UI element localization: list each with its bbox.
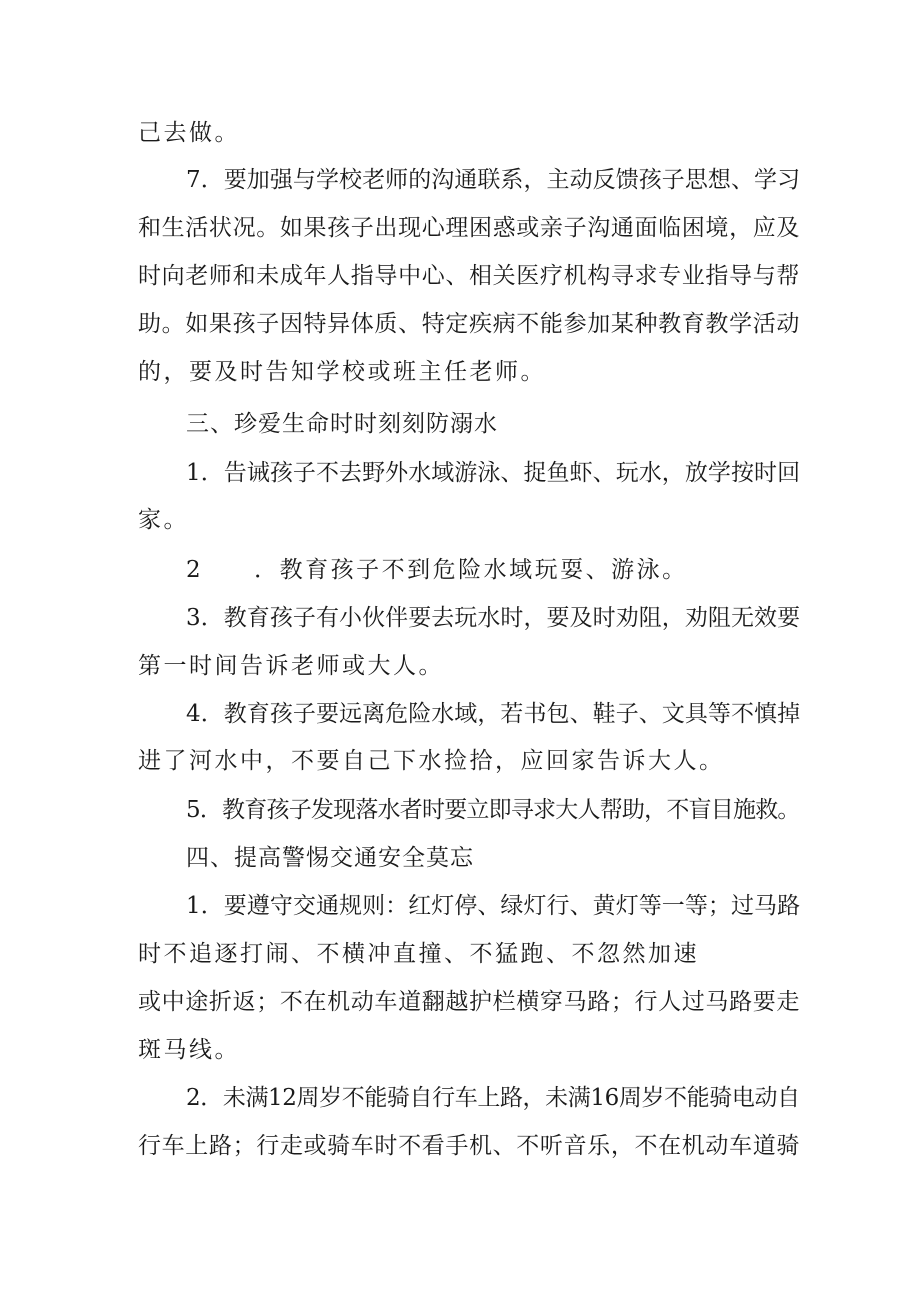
paragraph-line: 斑马线。 [138,1037,240,1063]
paragraph-line: 第一时间告诉老师或大人。 [138,653,444,679]
paragraph-line: 3．教育孩子有小伙伴要去玩水时，要及时劝阻，劝阻无效要 [186,605,801,631]
paragraph-line: 己去做。 [138,120,240,146]
paragraph-line: 1．要遵守交通规则：红灯停、绿灯行、黄灯等一等；过马路 [186,893,801,919]
paragraph-line: 和生活状况。如果孩子出现心理困惑或亲子沟通面临困境，应及 [138,215,800,241]
section-heading: 四、提高警惕交通安全莫忘 [186,845,474,871]
paragraph-line: 4．教育孩子要远离危险水域，若书包、鞋子、文具等不慎掉 [186,701,801,727]
paragraph-line: 时向老师和未成年人指导中心、相关医疗机构寻求专业指导与帮 [138,263,800,289]
paragraph-line: 1．告诫孩子不去野外水域游泳、捉鱼虾、玩水，放学按时回 [186,460,801,486]
paragraph-line: 行车上路；行走或骑车时不看手机、不听音乐，不在机动车道骑 [138,1133,800,1159]
paragraph-line: 家。 [138,507,189,533]
paragraph-line: 或中途折返；不在机动车道翻越护栏横穿马路；行人过马路要走 [138,989,800,1015]
paragraph-line: 的，要及时告知学校或班主任老师。 [138,359,546,385]
paragraph-line: 助。如果孩子因特异体质、特定疾病不能参加某种教育教学活动 [138,311,800,337]
paragraph-line: 时不追逐打闹、不横冲直撞、不猛跑、不忽然加速 [138,941,699,967]
section-heading: 三、珍爱生命时时刻刻防溺水 [186,411,498,437]
paragraph-line: 进了河水中，不要自己下水捡拾，应回家告诉大人。 [138,748,725,774]
paragraph-line: 2 ．教育孩子不到危险水域玩耍、游泳。 [186,557,688,583]
paragraph-line: 5．教育孩子发现落水者时要立即寻求大人帮助，不盲目施救。 [186,797,800,823]
paragraph-line: 2．未满12周岁不能骑自行车上路，未满16周岁不能骑电动自 [186,1085,800,1111]
paragraph-line: 7．要加强与学校老师的沟通联系，主动反馈孩子思想、学习 [186,167,801,193]
